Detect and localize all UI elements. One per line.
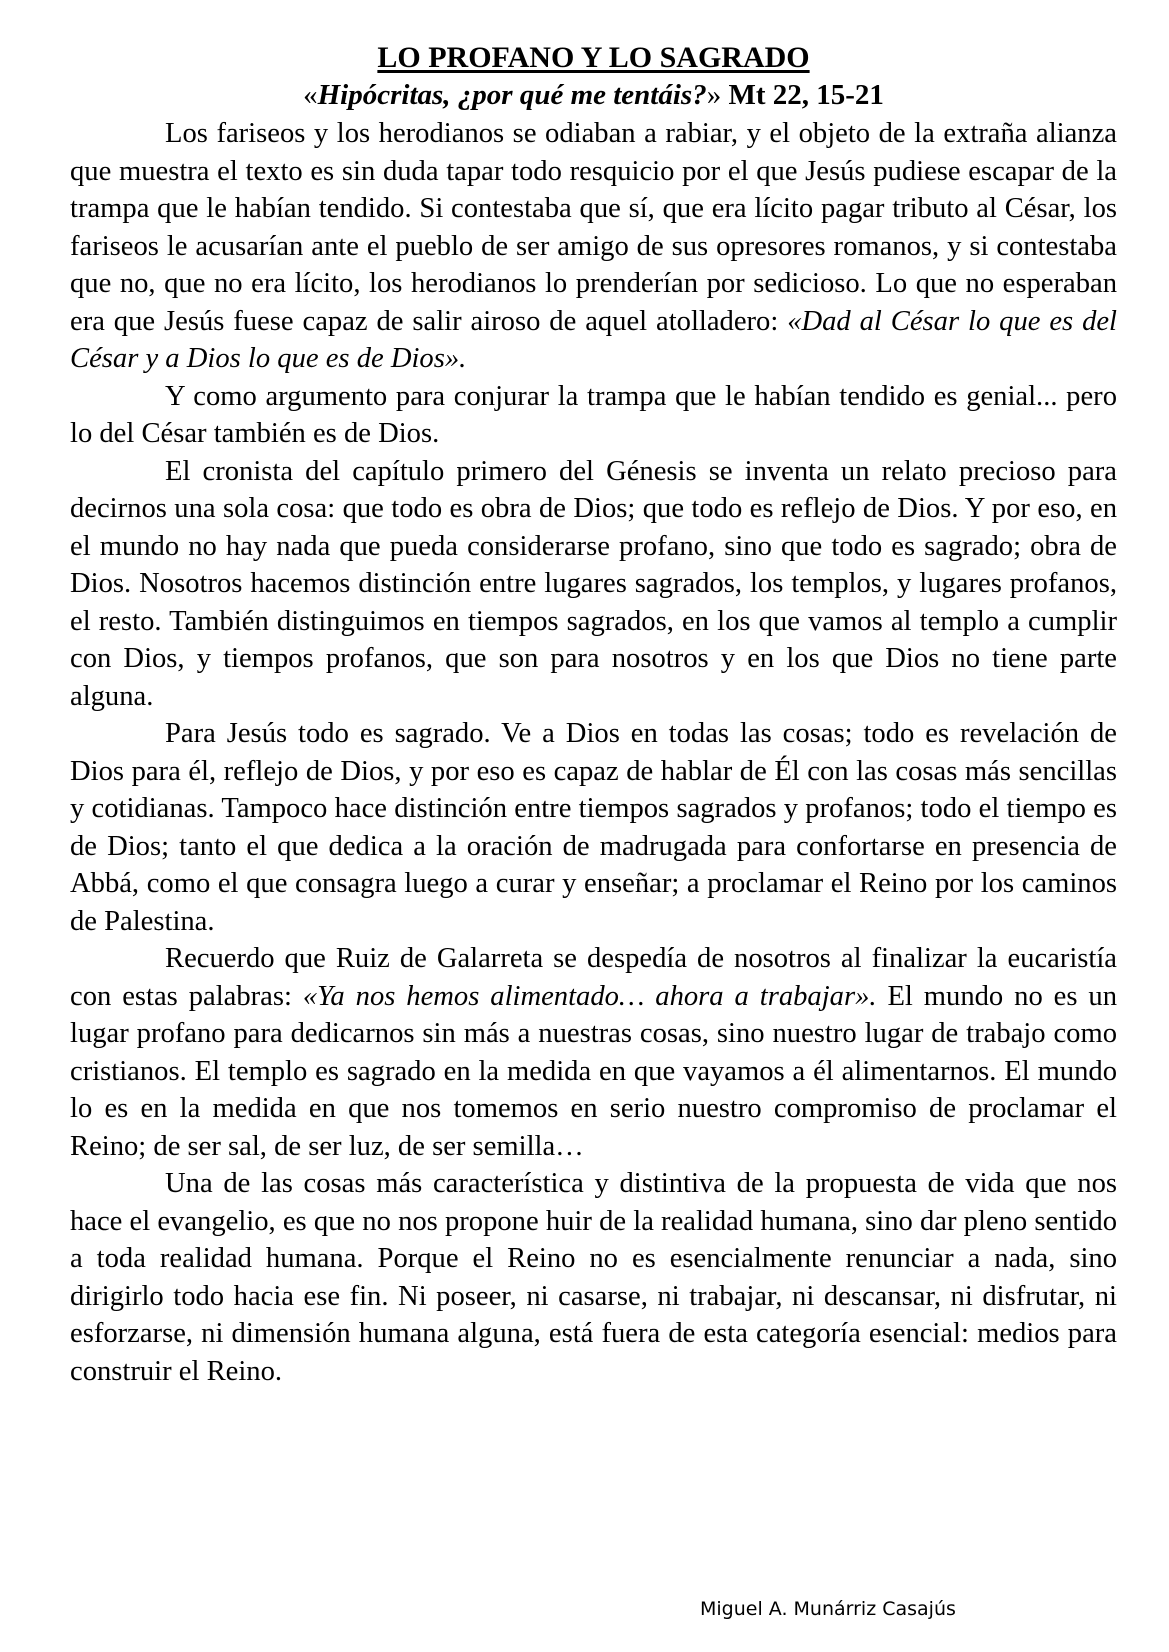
author-signature: Miguel A. Munárriz Casajús	[700, 1598, 956, 1620]
paragraph-text: El cronista del capítulo primero del Génesis se inventa un relato precioso para decirnos una sola cosa: que todo es obra de Dios; que todo es reflejo de Dios. Y por eso, en el mundo no hay nada que pueda considerarse profano, sino que todo es sagrado; obra de Dios. Nosotros hacemos distinción entre lugares sagrados, los templos, y lugares profanos, el resto. También distinguimos en tiempos sagrados, en los que vamos al templo a cumplir con Dios, y tiempos profanos, que son para nosotros y en los que Dios no tiene parte alguna.	[70, 455, 1117, 712]
quoted-text: «Dad al César lo que es del César y a Dios lo que es de Dios».	[70, 305, 1117, 374]
body-paragraph	[70, 940, 1117, 1165]
paragraph-text: Y como argumento para conjurar la trampa que le habían tendido es genial... pero lo del César también es de Dios.	[70, 380, 1117, 449]
paragraph-text: Una de las cosas más característica y distintiva de la propuesta de vida que nos hace el evangelio, es que no nos propone huir de la realidad humana, sino dar pleno sentido a toda realidad humana. Porque el Reino no es esencialmente renunciar a nada, sino dirigirlo todo hacia ese fin. Ni poseer, ni casarse, ni trabajar, ni descansar, ni disfrutar, ni esforzarse, ni dimensión humana alguna, está fuera de esta categoría esencial: medios para construir el Reino.	[70, 1168, 1117, 1387]
body-paragraph	[70, 378, 1117, 453]
paragraph-text: Los fariseos y los herodianos se odiaban a rabiar, y el objeto de la extraña alianza que muestra el texto es sin duda tapar todo resquicio por el que Jesús pudiese escapar de la trampa que le habían tendido. Si contestaba que sí, que era lícito pagar tributo al César, los fariseos le acusarían ante el pueblo de ser amigo de sus opresores romanos, y si contestaba que no, que no era lícito, los herodianos lo prenderían por sedicioso. Lo que no esperaban era que Jesús fuese capaz de salir airoso de aquel atolladero:	[70, 118, 1117, 337]
quoted-text: «Ya nos hemos alimentado… ahora a trabajar».	[302, 980, 877, 1012]
body-paragraph	[70, 715, 1117, 940]
document-subtitle	[70, 76, 1117, 114]
body-paragraph	[70, 453, 1117, 716]
document-title: LO PROFANO Y LO SAGRADO	[377, 41, 810, 74]
subtitle-open-quote: «	[303, 79, 318, 111]
document-body	[70, 115, 1117, 1390]
subtitle-reference: Mt 22, 15-21	[728, 79, 884, 111]
paragraph-text: Recuerdo que Ruiz de Galarreta se despedía de nosotros al finalizar la eucaristía con estas palabras:	[70, 943, 1117, 1012]
paragraph-text: Para Jesús todo es sagrado. Ve a Dios en todas las cosas; todo es revelación de Dios para él, reflejo de Dios, y por eso es capaz de hablar de Él con las cosas más sencillas y cotidianas. Tampoco hace distinción entre tiempos sagrados y profanos; todo el tiempo es de Dios; tanto el que dedica a la oración de madrugada para confortarse en presencia de Abbá, como el que consagra luego a curar y enseñar; a proclamar el Reino por los caminos de Palestina.	[70, 718, 1117, 937]
paragraph-text: El mundo no es un lugar profano para dedicarnos sin más a nuestras cosas, sino nuestro lugar de trabajo como cristianos. El templo es sagrado en la medida en que vayamos a él alimentarnos. El mundo lo es en la medida en que nos tomemos en serio nuestro compromiso de proclamar el Reino; de ser sal, de ser luz, de ser semilla…	[70, 980, 1117, 1162]
body-paragraph	[70, 1165, 1117, 1390]
subtitle-quote: Hipócritas, ¿por qué me tentáis?	[317, 79, 707, 111]
subtitle-close-quote: »	[706, 79, 722, 111]
body-paragraph	[70, 115, 1117, 378]
